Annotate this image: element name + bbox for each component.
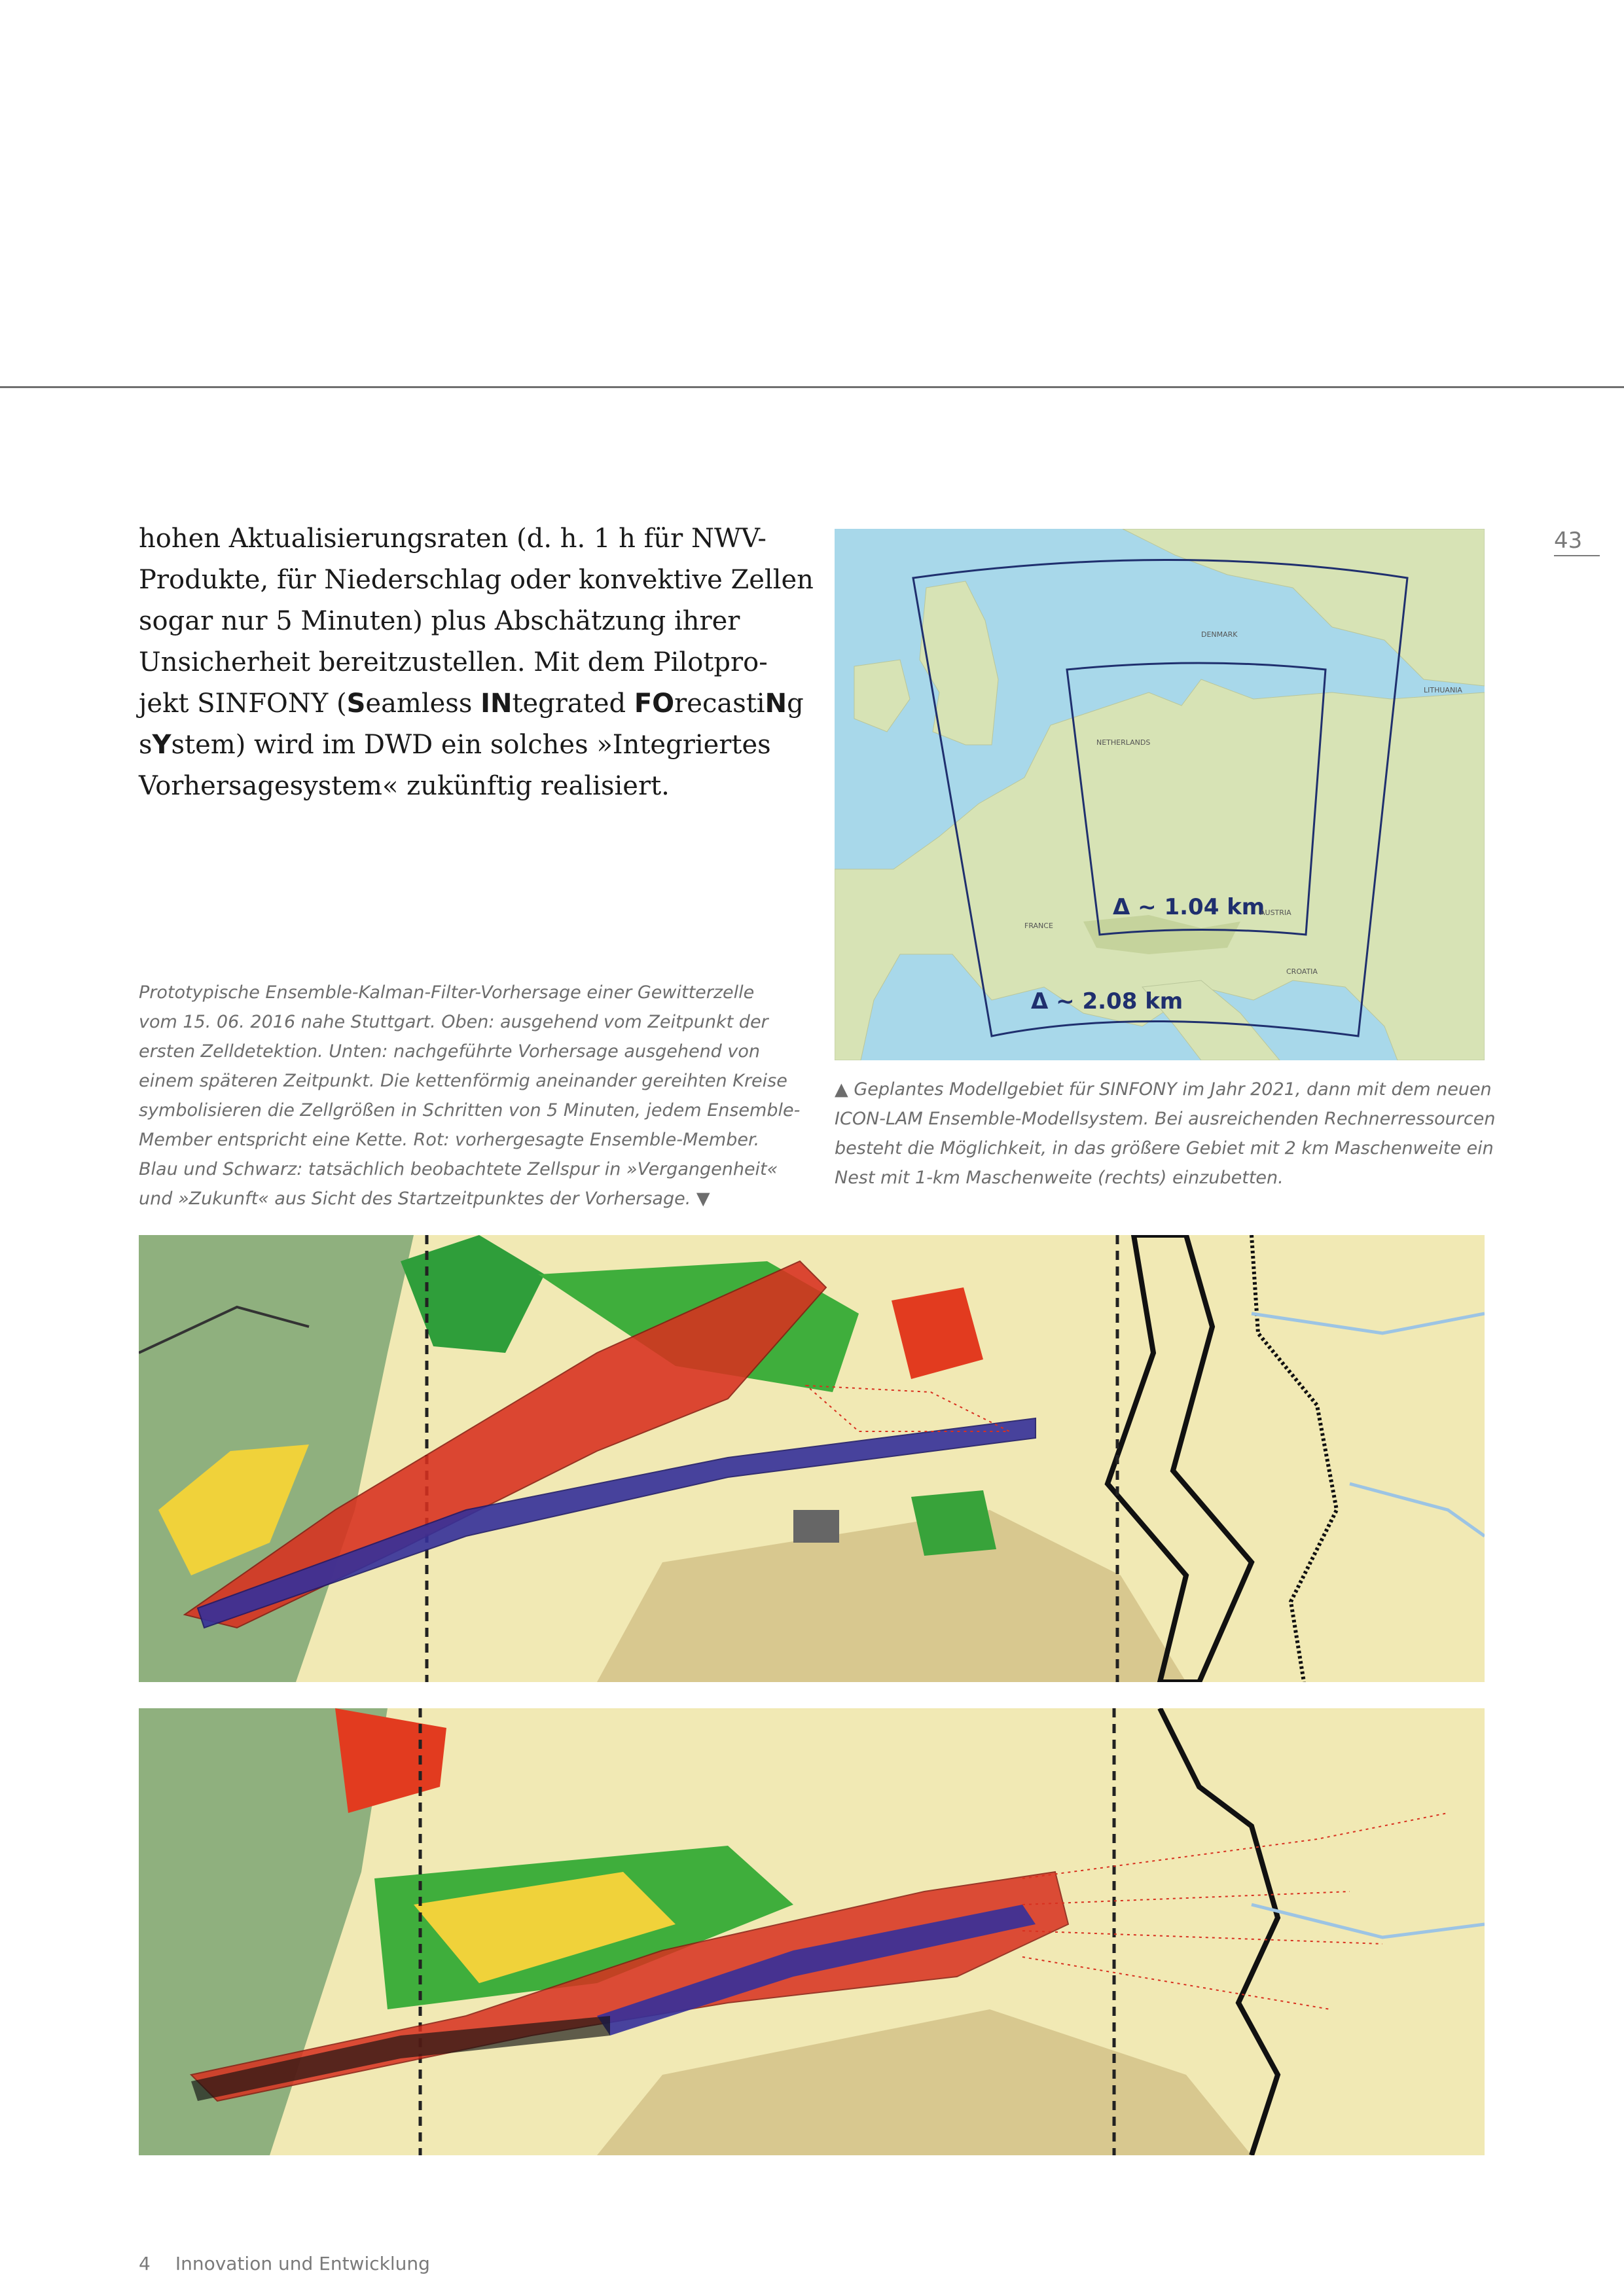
body-line: Unsicherheit bereitzustellen. Mit dem Pilotpro-: [139, 647, 768, 677]
radar-cell: [793, 1510, 839, 1543]
text-run: stem) wird im DWD ein solches »Integriertes: [171, 730, 771, 760]
body-line: [139, 725, 793, 766]
precip-green: [911, 1490, 996, 1556]
page-footer: [139, 2253, 430, 2274]
inner-resolution-label: Δ ~ 1.04 km: [1113, 894, 1265, 920]
caption-line: und »Zukunft« aus Sicht des Startzeitpunktes der Vorhersage. ▼: [139, 1189, 710, 1209]
acronym-letter: S: [346, 689, 366, 719]
body-line: Vorhersagesystem« zukünftig realisiert.: [139, 771, 670, 801]
text-run: recasti: [674, 689, 765, 719]
caption-line: Member entspricht eine Kette. Rot: vorhergesagte Ensemble-Member.: [139, 1130, 760, 1150]
country-label: LITHUANIA: [1424, 686, 1462, 694]
header-rule: [0, 386, 1624, 388]
text-run: jekt SINFONY (: [139, 689, 347, 719]
page-number: 43: [1554, 528, 1583, 554]
text-run: tegrated: [512, 689, 634, 719]
caption-radar-figures: [139, 978, 800, 1213]
caption-line: ICON-LAM Ensemble-Modellsystem. Bei ausreichenden Rechnerressourcen: [835, 1109, 1496, 1129]
acronym-letter: IN: [480, 689, 513, 719]
country-label: AUSTRIA: [1260, 908, 1291, 917]
country-label: NETHERLANDS: [1096, 738, 1151, 747]
acronym-letter: N: [765, 689, 787, 719]
body-paragraph: [139, 518, 814, 807]
caption-line: Prototypische Ensemble-Kalman-Filter-Vorhersage einer Gewitterzelle: [139, 982, 755, 1003]
caption-map: [835, 1075, 1496, 1193]
outer-resolution-label: Δ ~ 2.08 km: [1031, 988, 1183, 1014]
country-label: DENMARK: [1201, 630, 1238, 639]
country-label: FRANCE: [1024, 922, 1053, 930]
caption-line: besteht die Möglichkeit, in das größere Gebiet mit 2 km Maschenweite ein: [835, 1138, 1494, 1158]
text-run: s: [139, 730, 153, 760]
sinfony-domain-map: [835, 529, 1485, 1060]
footer-section: Innovation und Entwicklung: [175, 2253, 430, 2274]
radar-forecast-initial: [139, 1235, 1485, 1682]
caption-line: ersten Zelldetektion. Unten: nachgeführte Vorhersage ausgehend von: [139, 1041, 761, 1062]
radar-forecast-updated: [139, 1708, 1485, 2155]
caption-line: Blau und Schwarz: tatsächlich beobachtete Zellspur in »Vergangenheit«: [139, 1159, 778, 1179]
caption-line: einem späteren Zeitpunkt. Die kettenförmig aneinander gereihten Kreise: [139, 1071, 787, 1091]
caption-line: symbolisieren die Zellgrößen in Schritten von 5 Minuten, jedem Ensemble-: [139, 1100, 801, 1121]
body-line: sogar nur 5 Minuten) plus Abschätzung ihrer: [139, 606, 740, 636]
country-label: CROATIA: [1286, 967, 1318, 976]
page-number-rule: [1554, 555, 1600, 556]
footer-page: 4: [139, 2253, 151, 2274]
body-line: Produkte, für Niederschlag oder konvektive Zellen: [139, 565, 814, 595]
body-line: hohen Aktualisierungsraten (d. h. 1 h für NWV-: [139, 524, 767, 554]
acronym-letter: Y: [152, 730, 171, 760]
caption-line: vom 15. 06. 2016 nahe Stuttgart. Oben: ausgehend vom Zeitpunkt der: [139, 1012, 768, 1032]
acronym-letter: FO: [634, 689, 675, 719]
text-run: g: [787, 689, 804, 719]
caption-line: Nest mit 1-km Maschenweite (rechts) einzubetten.: [835, 1168, 1284, 1188]
text-run: eamless: [365, 689, 481, 719]
body-line: [139, 683, 804, 725]
caption-line: ▲ Geplantes Modellgebiet für SINFONY im Jahr 2021, dann mit dem neuen: [835, 1079, 1492, 1100]
